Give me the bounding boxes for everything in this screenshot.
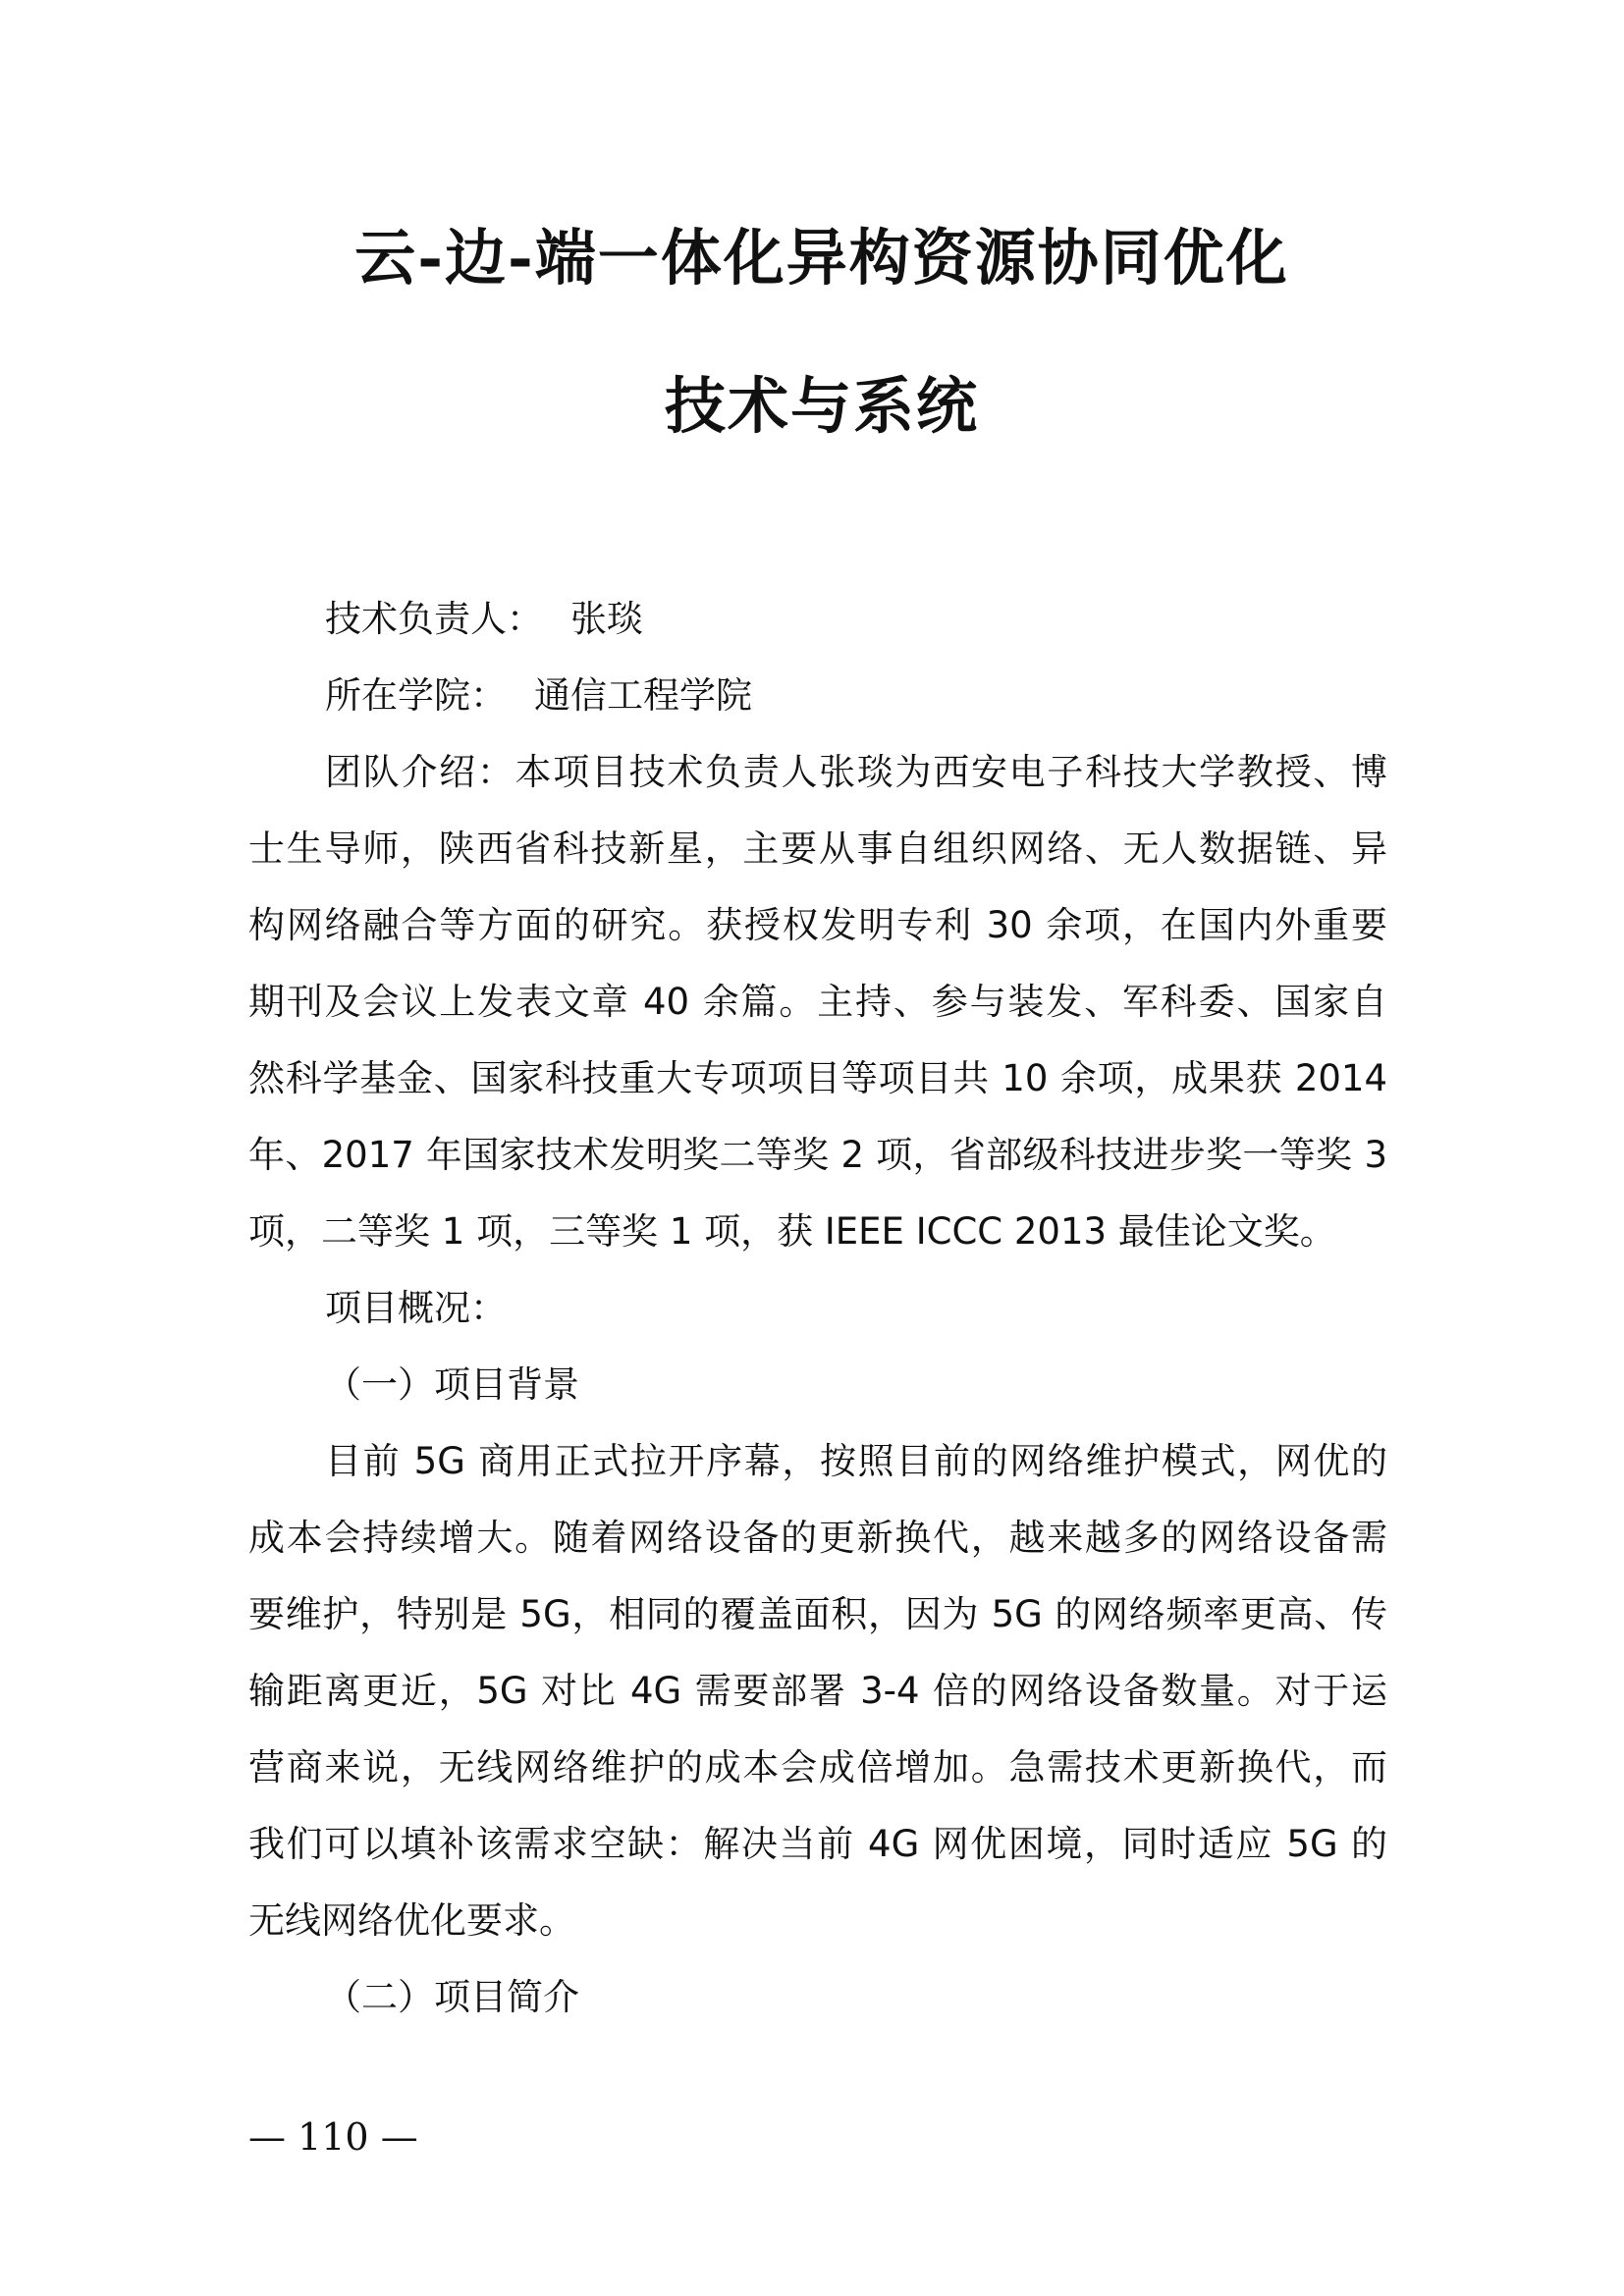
leader-row <box>248 581 1387 658</box>
page-number: — 110 — <box>248 2115 418 2159</box>
paragraph-line: 输距离更近，5G 对比 4G 需要部署 3-4 倍的网络设备数量。对于运 <box>248 1670 1387 1712</box>
paragraph-line: 要维护，特别是 5G，相同的覆盖面积，因为 5G 的网络频率更高、传 <box>248 1593 1387 1635</box>
leader-label: 技术负责人： <box>325 598 543 640</box>
background-paragraph <box>248 1423 1387 1959</box>
team-intro-paragraph <box>248 734 1387 1270</box>
paragraph-line: 构网络融合等方面的研究。获授权发明专利 30 余项，在国内外重要 <box>248 904 1387 946</box>
paragraph-line: 士生导师，陕西省科技新星，主要从事自组织网络、无人数据链、异 <box>248 828 1387 870</box>
paragraph-line: 无线网络优化要求。 <box>248 1899 575 1942</box>
document-body <box>248 581 1387 2036</box>
section-1-heading: （一）项目背景 <box>325 1363 579 1406</box>
paragraph-line: 期刊及会议上发表文章 40 余篇。主持、参与装发、军科委、国家自 <box>248 981 1387 1023</box>
paragraph-line: 我们可以填补该需求空缺：解决当前 4G 网优困境，同时适应 5G 的 <box>248 1823 1387 1865</box>
paragraph-line: 然科学基金、国家科技重大专项项目等项目共 10 余项，成果获 2014 <box>248 1057 1387 1099</box>
paragraph-line: 营商来说，无线网络维护的成本会成倍增加。急需技术更新换代，而 <box>248 1746 1387 1789</box>
document-title-line-1: 云-边-端一体化异构资源协同优化 <box>354 222 1289 294</box>
paragraph-line: 团队介绍：本项目技术负责人张琰为西安电子科技大学教授、博 <box>325 751 1387 793</box>
college-row <box>248 658 1387 734</box>
paragraph-line: 目前 5G 商用正式拉开序幕，按照目前的网络维护模式，网优的 <box>325 1440 1387 1482</box>
paragraph-line: 年、2017 年国家技术发明奖二等奖 2 项，省部级科技进步奖一等奖 3 <box>248 1134 1387 1176</box>
paragraph-line: 成本会持续增大。随着网络设备的更新换代，越来越多的网络设备需 <box>248 1517 1387 1559</box>
leader-value: 张琰 <box>570 598 643 640</box>
overview-heading: 项目概况： <box>325 1287 507 1329</box>
college-label: 所在学院： <box>325 674 507 717</box>
college-value: 通信工程学院 <box>534 674 752 717</box>
paragraph-line: 项，二等奖 1 项，三等奖 1 项，获 IEEE ICCC 2013 最佳论文奖。 <box>248 1210 1336 1253</box>
section-2-heading: （二）项目简介 <box>325 1976 579 2018</box>
document-title-line-2: 技术与系统 <box>664 370 979 442</box>
